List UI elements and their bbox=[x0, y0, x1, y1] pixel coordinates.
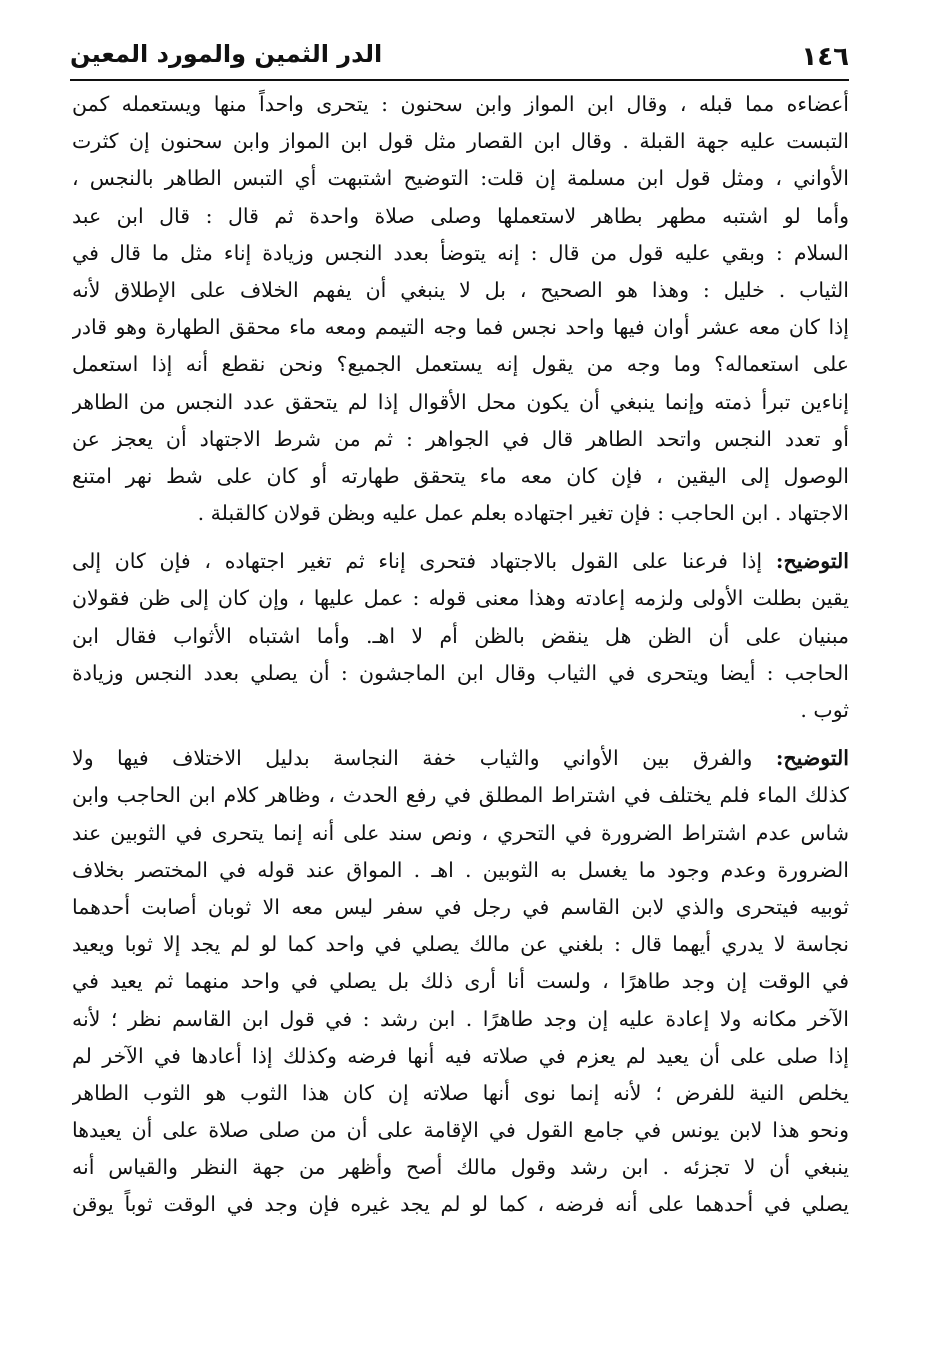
text-line: إذا صلى على أن يعيد لم يعزم في صلاته فيه أنها فرضه وكذلك إذا أعادها في الآخر لم bbox=[72, 1043, 849, 1068]
paragraph-lead: التوضيح: bbox=[775, 746, 849, 771]
text-line: ونحو هذا لابن يونس في جامع القول في الإقامة على أن من صلى صلاة على أن يعيدها bbox=[72, 1118, 849, 1143]
running-title: الدر الثمين والمورد المعين bbox=[70, 40, 383, 68]
text-line: نجاسة لا يدري أيهما قال : بلغني عن مالك يصلي في واحد كما لو لم يجد إلا ثوبا ويعيد bbox=[72, 932, 849, 957]
header-divider bbox=[70, 79, 849, 81]
text-line: كذلك الماء فلم يختلف في اشتراط المطلق في رفع الحدث ، وظاهر كلام ابن الحاجب وابن bbox=[72, 783, 849, 808]
text-fragment: إذا فرعنا على القول بالاجتهاد فتحرى إناء ثم تغير اجتهاده ، فإن كان إلى bbox=[72, 549, 763, 574]
text-line: ينبغي أن لا تجزئه . ابن رشد وقول مالك أصح وأظهر من جهة النظر والقياس أنه bbox=[72, 1155, 849, 1180]
text-line: شاس عدم اشتراط الضرورة في التحري ، ونص سند على أنه إنما يتحرى في الثوبين عند bbox=[72, 820, 849, 845]
text-line: يخلص النية للفرض ؛ لأنه إنما نوى أنها صلاته إن كان هذا الثوب هو الثوب الطاهر bbox=[72, 1080, 849, 1105]
paragraph bbox=[72, 543, 849, 729]
paragraph-gap bbox=[72, 532, 849, 543]
page-number: ١٤٦ bbox=[801, 42, 849, 72]
text-line: السلام : وبقي عليه قول من قال : إنه يتوضأ بعدد النجس وزيادة إناء مثل ما قال في bbox=[72, 240, 849, 265]
text-line: على استعماله؟ وما وجه من يقول إنه يستعمل الجميع؟ ونحن نقطع أنه إذا استعمل bbox=[72, 352, 849, 377]
text-line: الآخر مكانه ولا إعادة عليه إن وجد طاهرًا . ابن رشد : في قول ابن القاسم نظر ؛ لأنه bbox=[72, 1006, 849, 1031]
text-line: ثوب . bbox=[800, 698, 849, 722]
text-line: الحاجب : أيضا ويتحرى في الثياب وقال ابن الماجشون : أن يصلي بعدد النجس وزيادة bbox=[72, 660, 849, 685]
paragraph-gap bbox=[72, 729, 849, 740]
page-header bbox=[70, 38, 849, 78]
text-line: الوصول إلى اليقين ، فإن كان معه ماء يتحقق طهارته أو كان على شط نهر امتنع bbox=[72, 463, 849, 488]
text-line: إذا كان معه عشر أوان فيها واحد نجس فما وجه التيمم ومعه ماء محقق الطهارة وهو قادر bbox=[72, 315, 849, 340]
body-text bbox=[72, 86, 849, 1224]
paragraph-lead: التوضيح: bbox=[775, 549, 849, 574]
text-line: مبنيان على أن الظن هل ينقض بالظن أم لا اهـ. وأما اشتباه الأثواب فقال ابن bbox=[72, 623, 849, 648]
text-line: الثياب . خليل : وهذا هو الصحيح ، بل لا ينبغي أن يفهم الخلاف على الإطلاق لأنه bbox=[72, 277, 849, 302]
text-line: يصلي في أحدهما على أنه فرضه ، كما لو لم يجد غيره فإن وجد في الوقت ثوباً يوقن bbox=[72, 1192, 849, 1217]
text-line: الاجتهاد . ابن الحاجب : فإن تغير اجتهاده بعلم عمل عليه وبظن قولان كالقبلة . bbox=[197, 501, 849, 526]
text-line: الضرورة وعدم وجود ما يغسل به الثوبين . اهـ . المواق عند قوله في المختصر بخلاف bbox=[72, 857, 849, 882]
text-line: يقين بطلت الأولى ولزمه إعادته وهذا معنى قوله : عمل عليها ، وإن كان إلى ظن فقولان bbox=[72, 586, 849, 611]
paragraph bbox=[72, 740, 849, 1223]
text-line: وأما لو اشتبه مطهر بطاهر لاستعملها وصلى صلاة واحدة ثم قال : قال ابن عبد bbox=[72, 203, 849, 228]
text-line: ثوبيه فيتحرى والذي لابن القاسم في رجل في سفر ليس معه الا ثوبان أصابت أحدهما bbox=[72, 894, 849, 919]
text-line bbox=[72, 543, 849, 580]
text-line: في الوقت إن وجد طاهرًا ، ولست أنا أرى ذلك بل يصلي في واحد منهما ثم يعيد في bbox=[72, 969, 849, 994]
text-line: الأواني ، ومثل قول ابن مسلمة إن قلت: التوضيح اشتبهت أي التبس الطاهر بالنجس ، bbox=[72, 166, 849, 191]
text-line: إناءين تبرأ ذمته وإنما ينبغي أن يكون محل الأقوال إذا لم يتحقق عدد النجس من الطاهر bbox=[72, 389, 849, 414]
text-fragment: والفرق بين الأواني والثياب خفة النجاسة بدليل الاختلاف فيها ولا bbox=[72, 746, 753, 771]
text-line: أعضاءه مما قبله ، وقال ابن المواز وابن سحنون : يتحرى واحداً منها ويستعمله كمن bbox=[72, 92, 849, 116]
text-line: التبست عليه جهة القبلة . وقال ابن القصار مثل قول ابن المواز وابن سحنون إن كثرت bbox=[72, 129, 849, 154]
text-line: أو تعدد النجس واتحد الطاهر قال في الجواهر : ثم من شرط الاجتهاد أن يعجز عن bbox=[72, 426, 849, 451]
text-line bbox=[72, 740, 849, 777]
paragraph bbox=[72, 86, 849, 532]
